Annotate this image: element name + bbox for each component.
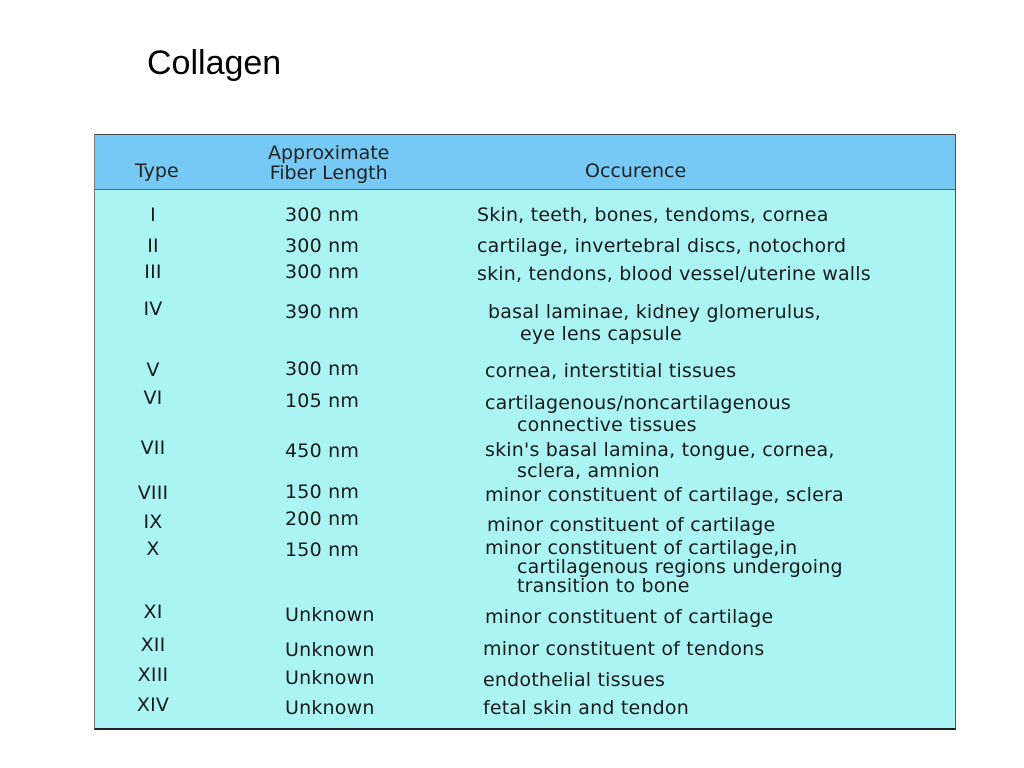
row-occurence-XI: minor constituent of cartilage <box>485 606 774 628</box>
row-occurence-VII-line1: skin's basal lamina, tongue, cornea, <box>485 439 835 461</box>
row-occurence-V: cornea, interstitial tissues <box>485 360 737 382</box>
header-fiber-length <box>268 143 389 183</box>
row-occurence-VI-line1: cartilagenous/noncartilagenous <box>485 392 791 414</box>
row-occurence-VII-line2: sclera, amnion <box>517 460 660 482</box>
row-type-X: X <box>146 538 160 560</box>
row-occurence-I: Skin, teeth, bones, tendoms, cornea <box>477 204 829 226</box>
row-occurence-III: skin, tendons, blood vessel/uterine walls <box>477 263 871 285</box>
row-type-IX: IX <box>143 511 163 533</box>
row-length-V: 300 nm <box>285 358 360 380</box>
row-type-V: V <box>146 359 160 381</box>
row-length-II: 300 nm <box>285 235 360 257</box>
row-type-XIII: XIII <box>137 664 169 686</box>
row-type-VII: VII <box>140 437 166 459</box>
row-occurence-X-line2: cartilagenous regions undergoing <box>517 556 843 578</box>
row-length-I: 300 nm <box>285 204 360 226</box>
row-occurence-IV <box>488 301 821 345</box>
row-occurence-VI <box>485 392 791 436</box>
row-occurence-XIII: endothelial tissues <box>483 669 666 691</box>
row-length-IX: 200 nm <box>285 508 360 530</box>
row-type-XIV: XIV <box>136 694 170 716</box>
row-length-IV: 390 nm <box>285 301 360 323</box>
row-type-XI: XI <box>143 601 163 623</box>
row-occurence-X-line1: minor constituent of cartilage,in <box>485 537 798 559</box>
row-type-II: II <box>147 235 159 257</box>
row-length-XI: Unknown <box>285 604 375 626</box>
row-occurence-II: cartilage, invertebral discs, notochord <box>477 235 847 257</box>
slide-title: Collagen <box>147 44 282 82</box>
row-length-XIII: Unknown <box>285 667 375 689</box>
row-occurence-VI-line2: connective tissues <box>517 414 697 436</box>
header-occurence: Occurence <box>585 160 687 182</box>
row-length-X: 150 nm <box>285 539 360 561</box>
row-occurence-X-line3: transition to bone <box>517 575 690 597</box>
row-type-VIII: VIII <box>137 482 169 504</box>
header-length-line2: Fiber Length <box>269 162 388 184</box>
header-type: Type <box>135 160 179 182</box>
row-length-III: 300 nm <box>285 261 360 283</box>
row-length-XIV: Unknown <box>285 697 375 719</box>
collagen-table <box>94 134 956 730</box>
row-occurence-XII: minor constituent of tendons <box>483 638 765 660</box>
row-length-VIII: 150 nm <box>285 481 360 503</box>
header-length-line1: Approximate <box>268 142 390 164</box>
row-type-VI: VI <box>143 387 163 409</box>
row-type-I: I <box>150 204 156 226</box>
row-occurence-VIII: minor constituent of cartilage, sclera <box>485 484 844 506</box>
row-type-III: III <box>144 261 162 283</box>
row-occurence-XIV: fetal skin and tendon <box>483 697 689 719</box>
row-occurence-IV-line2: eye lens capsule <box>520 323 682 345</box>
table-header <box>95 134 955 190</box>
row-type-IV: IV <box>143 298 163 320</box>
row-occurence-IV-line1: basal laminae, kidney glomerulus, <box>488 301 821 323</box>
row-occurence-X <box>485 539 843 596</box>
row-type-XII: XII <box>140 634 166 656</box>
row-length-XII: Unknown <box>285 639 375 661</box>
row-length-VII: 450 nm <box>285 440 360 462</box>
row-length-VI: 105 nm <box>285 390 360 412</box>
row-occurence-VII <box>485 440 835 482</box>
row-occurence-IX: minor constituent of cartilage <box>487 514 776 536</box>
